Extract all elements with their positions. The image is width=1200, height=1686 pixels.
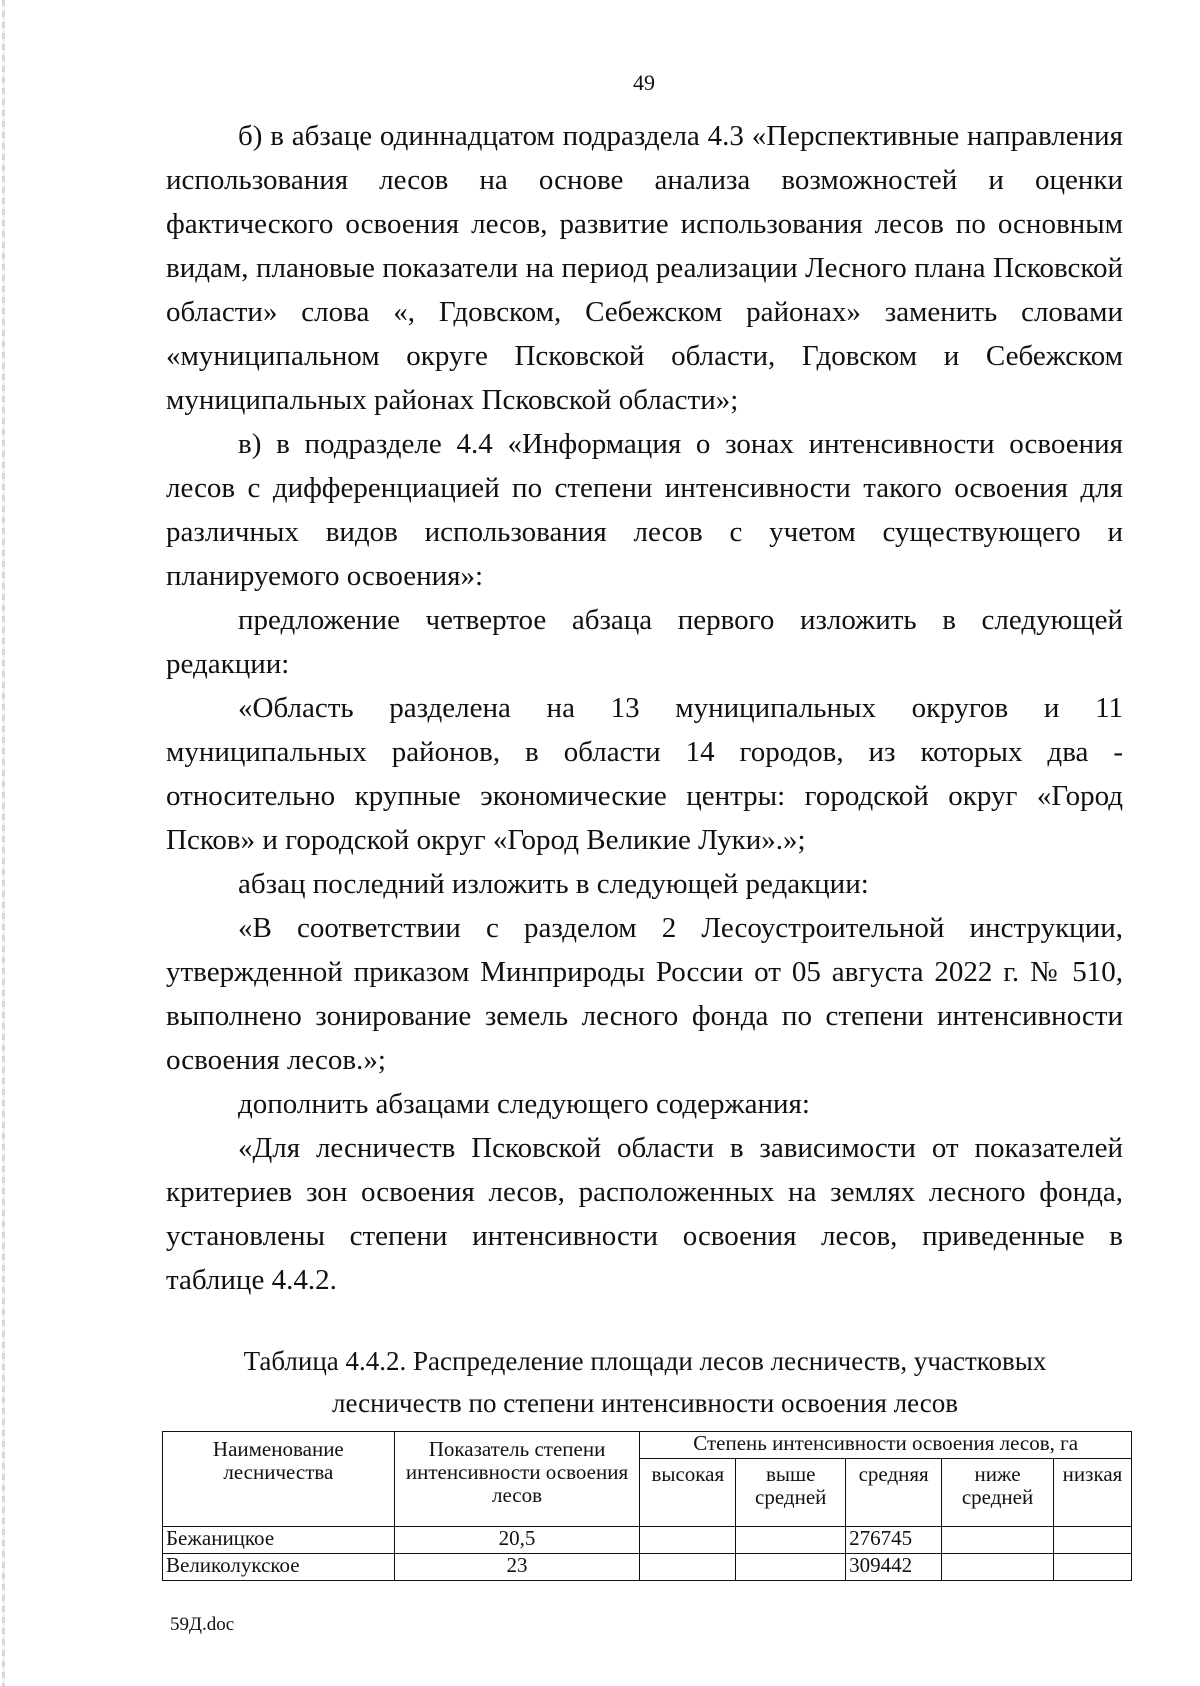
paragraph-last-abzac: абзац последний изложить в следующей редакции:: [238, 868, 869, 900]
header-degree-group: Степень интенсивности освоения лесов, га: [640, 1432, 1132, 1459]
paragraph-v: в) в подразделе 4.4 «Информация о зонах интенсивности освоения лесов с дифференциацией по степени интенсивности такого освоения для различных видов использования лесов с учетом существующего и планируемого освоения»:: [166, 428, 1123, 592]
paragraph-b: б) в абзаце одиннадцатом подраздела 4.3 «Перспективные направления использования лесов на основе анализа возможностей и оценки фактического освоения лесов, развитие использования лесов по основным видам, плановые показатели на период реализации Лесного плана Псковской области» слова «, Гдовском, Себежском районах» заменить словами «муниципальном округе Псковской области, Гдовском и Себежском муниципальных районах Псковской области»;: [166, 120, 1123, 416]
table-caption-line-2: лесничеств по степени интенсивности освоения лесов: [332, 1388, 958, 1418]
cell-name: Бежаницкое: [163, 1527, 395, 1554]
table-row: [163, 1554, 1132, 1581]
header-indicator: Показатель степени интенсивности освоения лесов: [394, 1432, 640, 1527]
cell-low: [1053, 1554, 1131, 1581]
cell-name: Великолукское: [163, 1554, 395, 1581]
paragraph-add-abzacs: дополнить абзацами следующего содержания:: [238, 1088, 810, 1120]
header-average: средняя: [846, 1459, 942, 1527]
header-below-average: ниже средней: [942, 1459, 1054, 1527]
paragraph-instruction-quote: «В соответствии с разделом 2 Лесоустроительной инструкции, утвержденной приказом Минприроды России от 05 августа 2022 г. № 510, выполнено зонирование земель лесного фонда по степени интенсивности освоения лесов.»;: [166, 912, 1123, 1076]
header-above-average: выше средней: [736, 1459, 846, 1527]
cell-above-average: [736, 1527, 846, 1554]
scan-edge: [2, 0, 5, 1686]
cell-indicator: 23: [394, 1554, 640, 1581]
table-caption-line-1: Таблица 4.4.2. Распределение площади лесов лесничеств, участковых: [243, 1346, 1047, 1376]
table-caption: [150, 1340, 1140, 1424]
header-name: Наименование лесничества: [163, 1432, 395, 1527]
cell-average: 309442: [846, 1554, 942, 1581]
footer-filename: 59Д.doc: [170, 1614, 235, 1635]
paragraph-forestry-quote: «Для лесничеств Псковской области в зависимости от показателей критериев зон освоения лесов, расположенных на землях лесного фонда, установлены степени интенсивности освоения лесов, приведенные в таблице 4.4.2.: [166, 1132, 1123, 1296]
cell-below-average: [942, 1554, 1054, 1581]
document-body: [166, 114, 1123, 1302]
cell-high: [640, 1554, 736, 1581]
cell-indicator: 20,5: [394, 1527, 640, 1554]
cell-low: [1053, 1527, 1131, 1554]
paragraph-region-quote: «Область разделена на 13 муниципальных округов и 11 муниципальных районов, в области 14 городов, из которых два - относительно крупные экономические центры: городской округ «Город Псков» и городской округ «Город Великие Луки».»;: [166, 692, 1123, 856]
cell-high: [640, 1527, 736, 1554]
cell-above-average: [736, 1554, 846, 1581]
header-high: высокая: [640, 1459, 736, 1527]
cell-average: 276745: [846, 1527, 942, 1554]
paragraph-sentence-fourth: предложение четвертое абзаца первого изложить в следующей редакции:: [166, 604, 1123, 680]
header-low: низкая: [1053, 1459, 1131, 1527]
table-row: [163, 1527, 1132, 1554]
page-number: 49: [633, 70, 655, 95]
cell-below-average: [942, 1527, 1054, 1554]
intensity-table: [162, 1431, 1132, 1581]
table-header-row-1: [163, 1432, 1132, 1459]
